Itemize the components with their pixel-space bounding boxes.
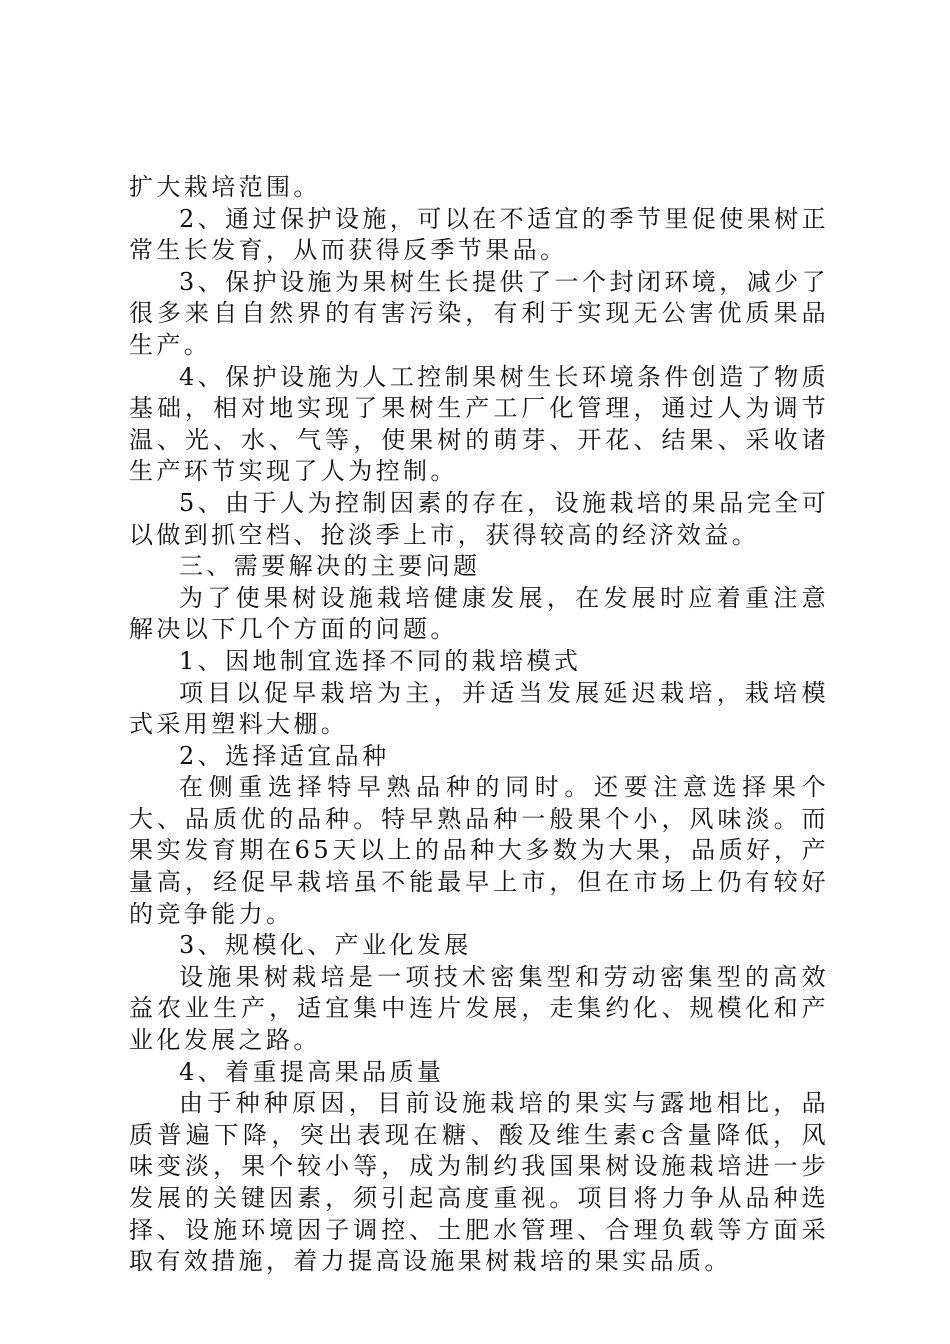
paragraph-point-2: 2、通过保护设施，可以在不适宜的季节里促使果树正常生长发育，从而获得反季节果品。 [129,204,829,265]
paragraph-section-intro: 为了使果树设施栽培健康发展，在发展时应着重注意解决以下几个方面的问题。 [129,583,829,644]
section-heading-main-problems: 三、需要解决的主要问题 [179,552,481,581]
subheading-cultivation-mode: 1、因地制宜选择不同的栽培模式 [179,646,582,675]
paragraph-point-5: 5、由于人为控制因素的存在，设施栽培的果品完全可以做到抓空档、抢淡季上市，获得较高的经济效益。 [129,488,829,549]
subheading-fruit-quality: 4、着重提高果品质量 [179,1057,445,1086]
paragraph-point-4: 4、保护设施为人工控制果树生长环境条件创造了物质基础，相对地实现了果树生产工厂化管理，通过人为调节温、光、水、气等，使果树的萌芽、开花、结果、采收诸生产环节实现了人为控制。 [129,362,829,486]
subheading-variety-selection: 2、选择适宜品种 [179,741,390,770]
document-body [129,172,829,1278]
paragraph-continuation: 扩大栽培范围。 [129,173,321,201]
paragraph-variety-selection: 在侧重选择特早熟品种的同时。还要注意选择果个大、品质优的品种。特早熟品种一般果个小，风味淡。而果实发育期在65天以上的品种大多数为大果，品质好，产量高，经促早栽培虽不能最早上市，但在市场上仍有较好的竞争能力。 [129,773,829,928]
paragraph-point-3: 3、保护设施为果树生长提供了一个封闭环境，减少了很多来自自然界的有害污染，有利于实现无公害优质果品生产。 [129,267,829,359]
paragraph-cultivation-mode: 项目以促早栽培为主，并适当发展延迟栽培，栽培模式采用塑料大棚。 [129,678,829,739]
paragraph-fruit-quality: 由于种种原因，目前设施栽培的果实与露地相比，品质普遍下降，突出表现在糖、酸及维生素c含量降低，风味变淡，果个较小等，成为制约我国果树设施栽培进一步发展的关键因素，须引起高度重视。项目将力争从品种选择、设施环境因子调控、土肥水管理、合理负载等方面采取有效措施，着力提高设施果树栽培的果实品质。 [129,1089,829,1276]
subheading-scale-development: 3、规模化、产业化发展 [179,931,472,960]
paragraph-scale-development: 设施果树栽培是一项技术密集型和劳动密集型的高效益农业生产，适宜集中连片发展，走集约化、规模化和产业化发展之路。 [129,962,829,1055]
